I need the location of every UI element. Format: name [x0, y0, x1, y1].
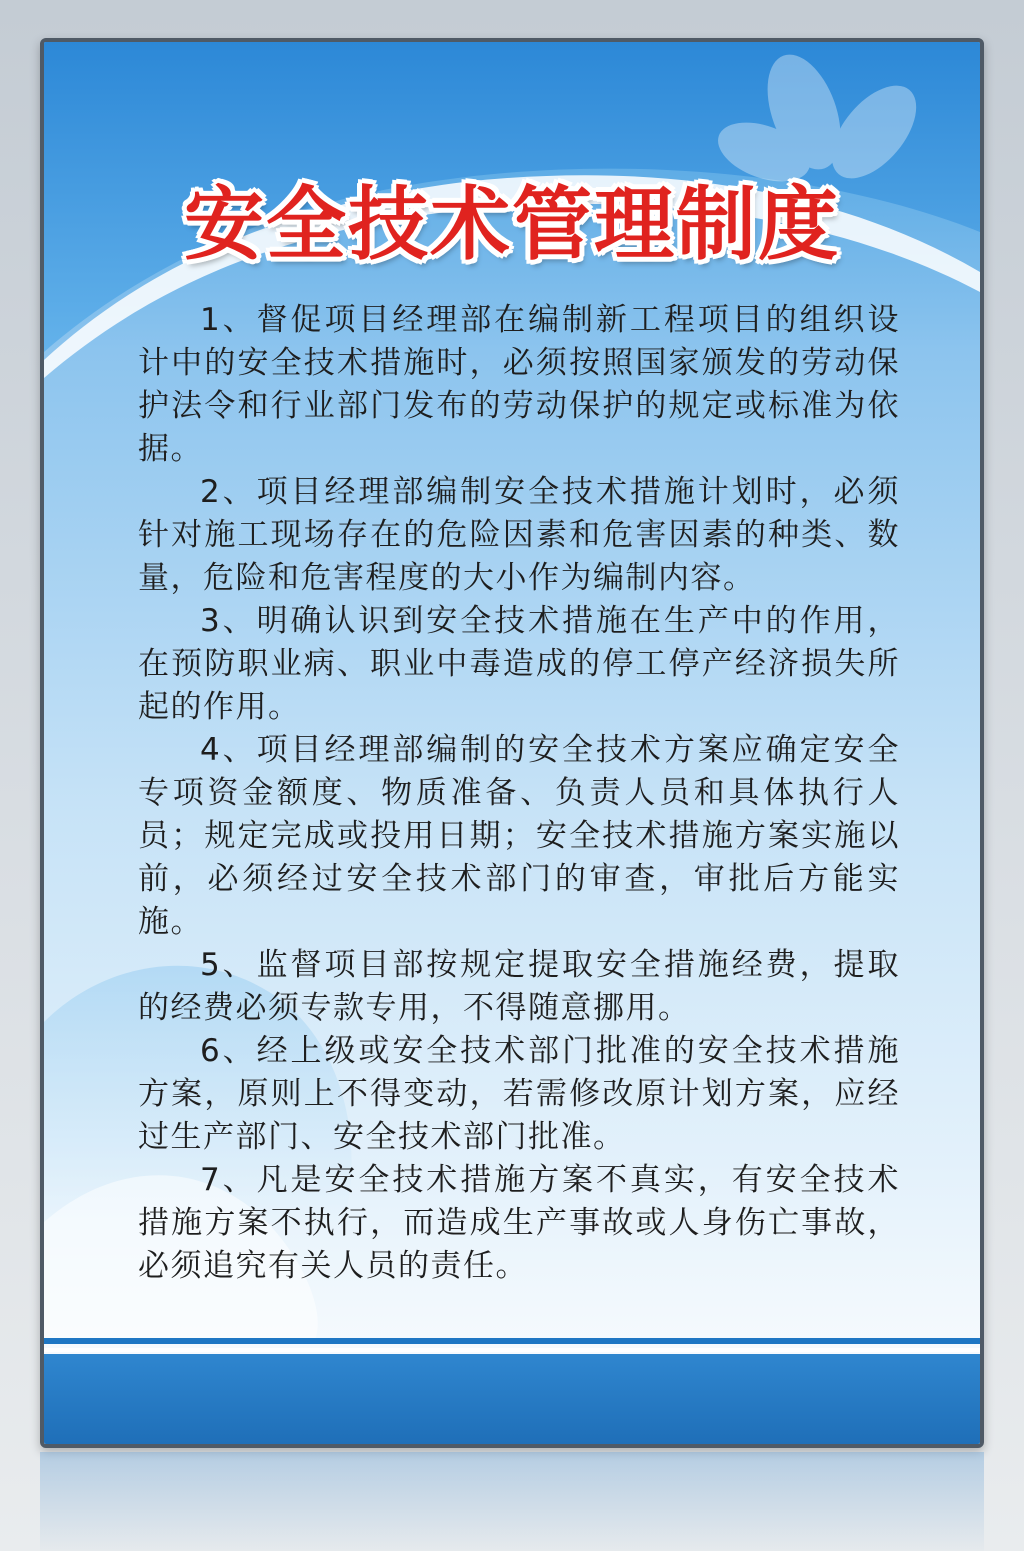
rules-list [138, 299, 900, 1288]
bottom-stripe-highlight [44, 1348, 980, 1352]
bottom-stripe [44, 1338, 980, 1344]
rule-item: 5、监督项目部按规定提取安全措施经费，提取的经费必须专款专用，不得随意挪用。 [138, 947, 900, 1026]
board-reflection [40, 1452, 984, 1551]
rule-item: 2、项目经理部编制安全技术措施计划时，必须针对施工现场存在的危险因素和危害因素的种类、数量，危险和危害程度的大小作为编制内容。 [138, 474, 900, 596]
rule-item: 1、督促项目经理部在编制新工程项目的组织设计中的安全技术措施时，必须按照国家颁发的劳动保护法令和行业部门发布的劳动保护的规定或标准为依据。 [138, 302, 900, 467]
poster-title: 安全技术管理制度 [184, 178, 840, 271]
rule-item: 3、明确认识到安全技术措施在生产中的作用，在预防职业病、职业中毒造成的停工停产经济损失所起的作用。 [138, 603, 900, 725]
rule-item: 4、项目经理部编制的安全技术方案应确定安全专项资金额度、物质准备、负责人员和具体执行人员；规定完成或投用日期；安全技术措施方案实施以前，必须经过安全技术部门的审查，审批后方能实施。 [138, 732, 900, 940]
rule-item: 6、经上级或安全技术部门批准的安全技术措施方案，原则上不得变动，若需修改原计划方案，应经过生产部门、安全技术部门批准。 [138, 1033, 900, 1155]
bottom-band [44, 1354, 980, 1444]
poster-board [40, 38, 984, 1448]
rule-item: 7、凡是安全技术措施方案不真实，有安全技术措施方案不执行，而造成生产事故或人身伤亡事故，必须追究有关人员的责任。 [138, 1162, 900, 1284]
